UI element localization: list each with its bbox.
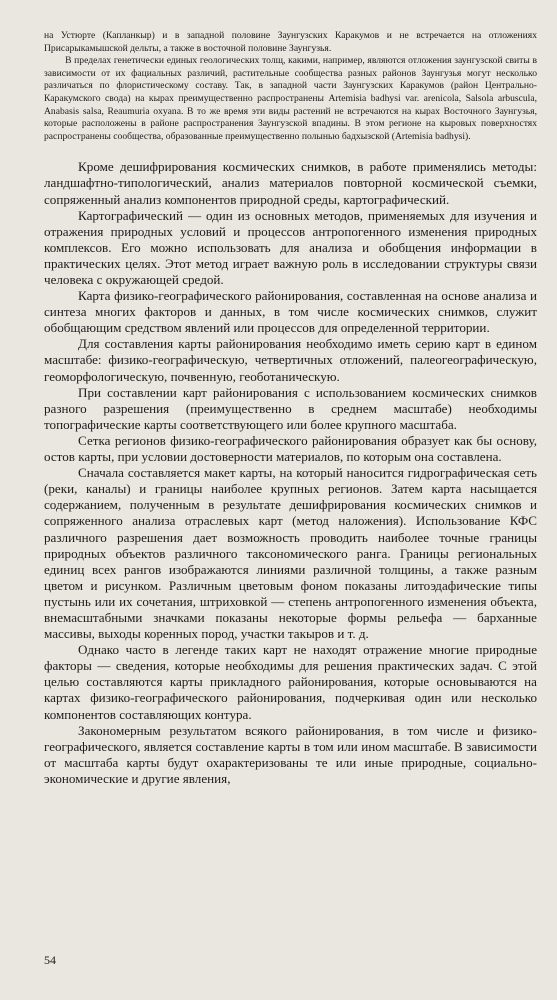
- paragraph: Карта физико-географического районирования, составленная на основе анализа и синтеза многих факторов и данных, в том числе космических снимков, служит обобщающим средством явлений или процессов для определенной территории.: [44, 288, 537, 336]
- body-text: [44, 159, 537, 787]
- paragraph: Закономерным результатом всякого районирования, в том числе и физико-географического, является составление карты в том или ином масштабе. В зависимости от масштаба карты будут охарактеризованы те или иные природные, социально-экономические и другие явления,: [44, 722, 537, 786]
- small-print-block: [44, 30, 537, 143]
- small-print-paragraph: В пределах генетически единых геологических толщ, какими, например, являются отложения заунгузской свиты в зависимости от их фациальных различий, растительные сообщества разных районов Заунгузья могут несколько различаться по флористическому составу. Так, в западной части Заунгузских Каракумов (район Центрально-Каракумского свода) на кырах преимущественно распространены Artemisia badhysi var. arenicola, Salsola arbuscula, Anabasis salsa, Reaumuria oxyana. В то же время эти виды растений не встречаются на кырах Восточного Заунгузья, которые расположены в районе распространения Заунгузской впадины. В этом регионе на кыровых поверхностях распространены сообщества, образованные преимущественно полынью бадхызской (Artemisia badhysi).: [44, 55, 537, 142]
- paragraph: При составлении карт районирования с использованием космических снимков разного разрешения (преимущественно в среднем масштабе) необходимы топографические карты соответствующего или более крупного масштаба.: [44, 384, 537, 432]
- paragraph: Для составления карты районирования необходимо иметь серию карт в едином масштабе: физико-географическую, четвертичных отложений, палеогеографическую, геоморфологическую, почвенную, геоботаническую.: [44, 336, 537, 384]
- paragraph: Сначала составляется макет карты, на который наносится гидрографическая сеть (реки, каналы) и границы наиболее крупных регионов. Затем карта насыщается содержанием, полученным в результате дешифрирования космических снимков и сопряженного анализа отраслевых карт (метод наложения). Использование КФС различного разрешения дает возможность проводить наиболее точные границы природных объектов различного таксономического ранга. Границы региональных единиц всех рангов изображаются линиями различной толщины, а также разным цветом и рисунком. Различным цветовым фоном показаны литоэдафические типы пустынь или их сочетания, штриховкой — степень антропогенного изменения объекта, внемасштабными значками показаны некоторые формы рельефа — барханные массивы, выходы коренных пород, участки такыров и т. д.: [44, 465, 537, 642]
- page-number: 54: [44, 953, 56, 967]
- paragraph: Однако часто в легенде таких карт не находят отражение многие природные факторы — сведения, которые необходимы для решения практических задач. С этой целью составляются карты прикладного районирования, которые основываются на картах физико-географического районирования, подчеркивая один или несколько компонентов составляющих контура.: [44, 642, 537, 722]
- paragraph: Картографический — один из основных методов, применяемых для изучения и отражения природных условий и процессов антропогенного изменения природных комплексов. Его можно использовать для анализа и обобщения информации в практических целях. Этот метод играет важную роль в исследовании структуры связи человека с окружающей средой.: [44, 207, 537, 287]
- small-print-paragraph: на Устюрте (Капланкыр) и в западной половине Заунгузских Каракумов и не встречается на отложениях Присарыкамышской дельты, а также в восточной половине Заунгузья.: [44, 30, 537, 54]
- paragraph: Сетка регионов физико-географического районирования образует как бы основу, остов карты, при условии достоверности материалов, по которым она составлена.: [44, 432, 537, 465]
- paragraph: Кроме дешифрирования космических снимков, в работе применялись методы: ландшафтно-типологический, анализ материалов повторной космической съемки, сопряженный анализ компонентов природной среды, картографический.: [44, 159, 537, 207]
